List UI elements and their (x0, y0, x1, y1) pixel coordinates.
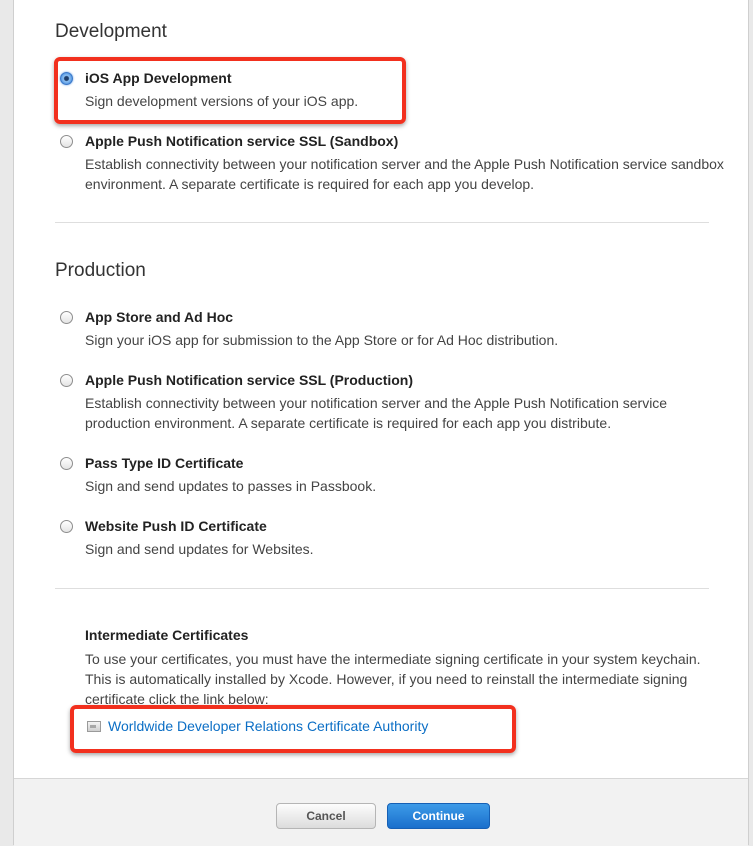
wwdr-certificate-link-text[interactable]: Worldwide Developer Relations Certificate Authority (108, 718, 429, 734)
option-title: Website Push ID Certificate (85, 518, 267, 534)
option-title: App Store and Ad Hoc (85, 309, 234, 325)
highlight-ios-app-development (54, 57, 406, 124)
intermediate-certificates-description: To use your certificates, you must have the intermediate signing certificate in your system keychain. This is automatically installed by Xcode. However, if you need to reinstall the intermediate signing certificate click the link below: (85, 651, 701, 707)
section-divider (55, 222, 709, 223)
intermediate-certificates-title: Intermediate Certificates (85, 627, 249, 643)
continue-button[interactable]: Continue (387, 803, 490, 829)
radio-app-store-ad-hoc[interactable] (60, 311, 73, 324)
highlight-wwdr-certificate-link (70, 705, 516, 753)
option-description: Sign and send updates to passes in Passbook. (85, 478, 377, 494)
option-title: Apple Push Notification service SSL (Sandbox) (85, 133, 399, 149)
option-title: Pass Type ID Certificate (85, 455, 244, 471)
cancel-button[interactable]: Cancel (276, 803, 376, 829)
form-footer (14, 778, 748, 846)
radio-website-push-id[interactable] (60, 520, 73, 533)
option-title: Apple Push Notification service SSL (Production) (85, 372, 414, 388)
radio-apns-production[interactable] (60, 374, 73, 387)
option-description: Sign development versions of your iOS app. (85, 93, 359, 109)
option-title: iOS App Development (85, 70, 232, 86)
option-description: Establish connectivity between your notification server and the Apple Push Notification service production environment. A separate certificate is required for each app you distribute. (85, 395, 668, 431)
development-section-title: Development (55, 21, 167, 42)
radio-apns-sandbox[interactable] (60, 135, 73, 148)
option-description: Sign and send updates for Websites. (85, 541, 314, 557)
radio-pass-type-id[interactable] (60, 457, 73, 470)
section-divider (55, 588, 709, 589)
option-description: Establish connectivity between your notification server and the Apple Push Notification service sandbox environment. A separate certificate is required for each app you develop. (85, 156, 724, 192)
option-description: Sign your iOS app for submission to the App Store or for Ad Hoc distribution. (85, 332, 559, 348)
production-section-title: Production (55, 260, 146, 281)
